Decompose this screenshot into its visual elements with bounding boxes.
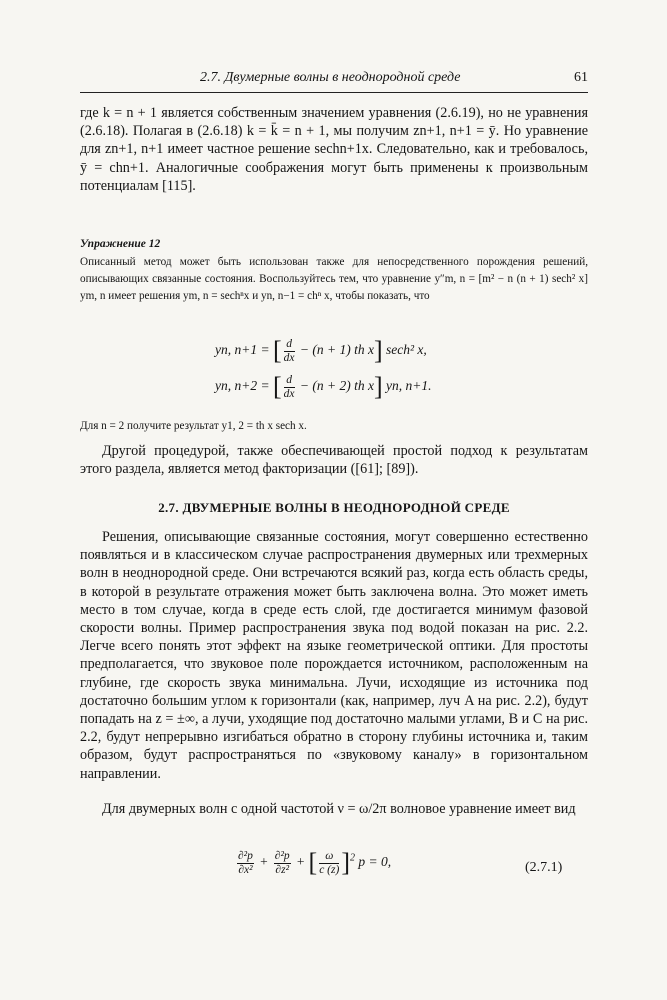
- section-heading: 2.7. ДВУМЕРНЫЕ ВОЛНЫ В НЕОДНОРОДНОЙ СРЕДЕ: [158, 500, 510, 515]
- paragraph-3-text: Решения, описывающие связанные состояния, могут совершенно естественно появляться и в классическом случае распространения двумерных или трехмерных волн в неоднородной среде. Они встречаются всякий раз, когда есть область среды, в которой в результате отражения может быть заключена волна. Это может иметь место в том случае, когда в среде есть слой, где достигается минимум фазовой скорости волны. Пример распространения звука под водой показан на рис. 2.2. Легче всего понять этот эффект на языке геометрической оптики. Для простоты предполагается, что звуковое поле порождается источником, расположенным на глубине, где скорость звука минимальна. Лучи, исходящие из источника под достаточно большим углом к горизонтали (как, например, луч A на рис. 2.2), будут попадать на z = ±∞, а лучи, уходящие под достаточно малыми углами, B и C на рис. 2.2, будут непрерывно изгибаться обратно в сторону глубины источника и, таким образом, будут распространяться по «звуковому каналу» в горизонтальном направлении.: [80, 529, 588, 782]
- exercise-block: [80, 238, 588, 305]
- eq1-inner: − (n + 1) th x: [299, 342, 374, 358]
- term-omega-over-c: $\frac{\omega}{c (z)}$: [319, 849, 340, 876]
- eq2-inner: − (n + 2) th x: [299, 378, 374, 394]
- paragraph-3: [80, 528, 588, 783]
- running-title: 2.7. Двумерные волны в неоднородной среде: [200, 70, 461, 85]
- paragraph-2: [80, 442, 588, 478]
- term-d2p-dx2: $\frac{\text{∂²p}}{\text{∂x²}}$: [238, 849, 253, 876]
- exercise-equation-2: yn, n+2 = [ $\frac{d}{dx}$ − (n + 2) th x] yn, n+1.: [215, 372, 432, 401]
- eq1-lhs: yn, n+1 =: [215, 342, 270, 358]
- paragraph-2-text: Другой процедурой, также обеспечивающей простой подход к результатам этого раздела, является метод факторизации ([61]; [89]).: [80, 443, 588, 478]
- eq2-lhs: yn, n+2 =: [215, 378, 270, 394]
- paragraph-1: [80, 104, 588, 195]
- term-d2p-dz2: $\frac{\text{∂²p}}{\text{∂z²}}$: [274, 849, 290, 876]
- wave-equation: $\frac{\text{∂²p}}{\text{∂x²}}$ + $\frac{\text{∂²p}}{\text{∂z²}}$ + [ $\frac{\omega}{c (z)}$ ]$^2$ p = 0,: [238, 848, 392, 877]
- exercise-title: Упражнение 12: [80, 238, 161, 250]
- exercise-equation-1: yn, n+1 = [ $\frac{d}{dx}$ − (n + 1) th x] sech² x,: [215, 336, 427, 365]
- page-number: 61: [574, 70, 588, 85]
- eq-tail: p = 0,: [358, 854, 392, 870]
- eq2-rhs: yn, n+1.: [386, 378, 432, 394]
- exercise-result-text: Для n = 2 получите результат y1, 2 = th x sech x.: [80, 420, 307, 432]
- equation-number: (2.7.1): [525, 860, 563, 875]
- eq1-rhs: sech² x,: [386, 342, 427, 358]
- exercise-text: Описанный метод может быть использован также для непосредственного порождения решений, описывающих связанные состояния. Воспользуйтесь тем, что уравнение y″m, n = [m² − n (n + 1) sech² x] ym, n имеет решения ym, n = sechⁿx и yn, n−1 = chⁿ x, чтобы показать, что: [80, 256, 588, 302]
- paragraph-4: [80, 800, 588, 818]
- page-header: [80, 70, 588, 93]
- paragraph-4-text: Для двумерных волн с одной частотой ν = ω/2π волновое уравнение имеет вид: [102, 801, 576, 817]
- eq2-derivative: $\frac{d}{dx}$: [283, 373, 295, 400]
- eq1-derivative: $\frac{d}{dx}$: [283, 337, 295, 364]
- paragraph-1-text: где k = n + 1 является собственным значением уравнения (2.6.19), но не уравнения (2.6.18). Полагая в (2.6.18) k = k̄ = n + 1, мы получим zn+1, n+1 = ȳ. Но уравнение для zn+1, n+1 имеет частное решение sechn+1x. Следовательно, как и требовалось, ȳ = chn+1. Аналогичные соображения могут быть применены к произвольным потенциалам [115].: [80, 105, 588, 194]
- exercise-result: [80, 418, 588, 435]
